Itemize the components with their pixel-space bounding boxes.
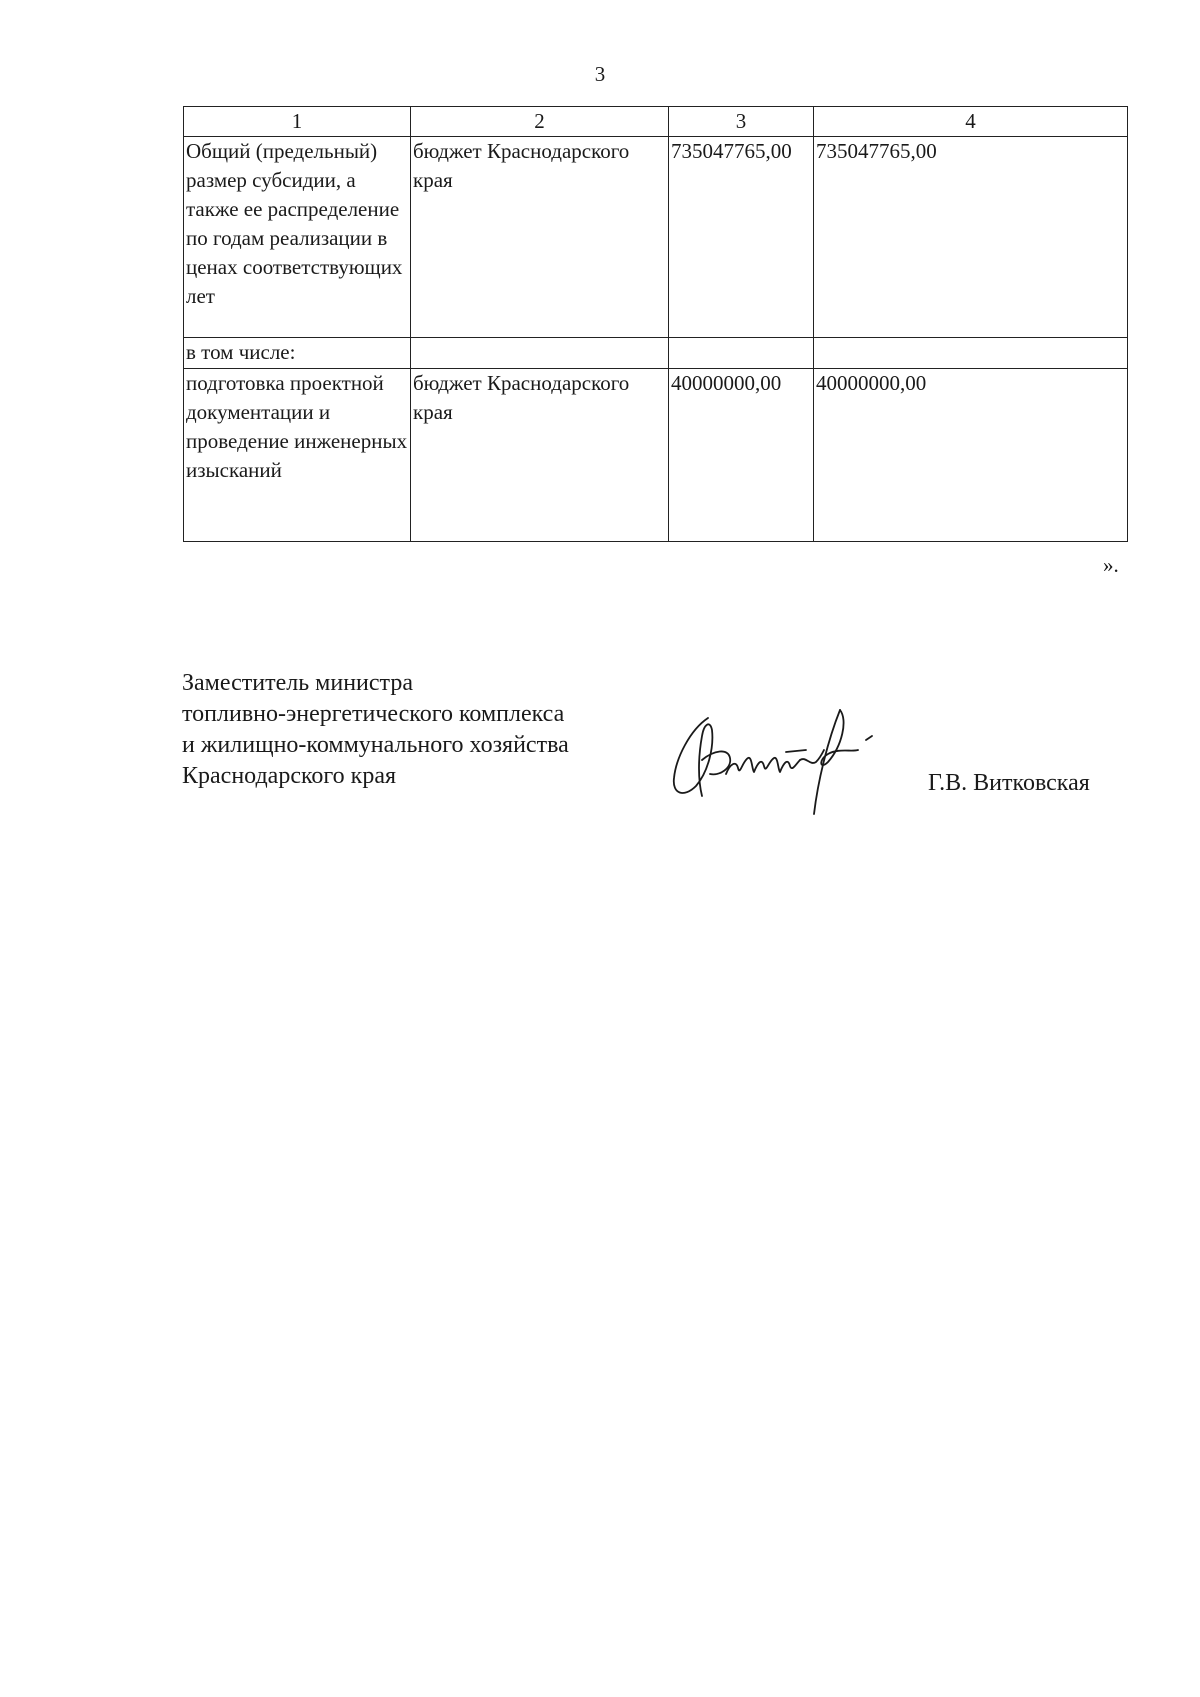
row-description: Общий (предельный) размер субсидии, а также ее распределение по годам реализации в ценах соответствующих лет — [184, 137, 411, 338]
column-header-2: 2 — [411, 107, 669, 137]
closing-quote: ». — [1103, 553, 1119, 577]
position-line: и жилищно-коммунального хозяйства — [182, 732, 569, 758]
row-description: в том числе: — [184, 338, 411, 369]
row-source — [411, 338, 669, 369]
row-amount-year: 735047765,00 — [814, 137, 1128, 338]
row-source: бюджет Краснодарского края — [411, 137, 669, 338]
subsidy-table — [183, 106, 1128, 542]
row-amount-year: 40000000,00 — [814, 369, 1128, 542]
row-amount-year — [814, 338, 1128, 369]
column-header-1: 1 — [184, 107, 411, 137]
table-row — [184, 338, 1128, 369]
column-header-4: 4 — [814, 107, 1128, 137]
position-line: топливно-энергетического комплекса — [182, 701, 565, 727]
row-description: подготовка проектной документации и проведение инженерных изысканий — [184, 369, 411, 542]
page-number: 3 — [594, 62, 606, 86]
handwritten-signature — [668, 700, 888, 820]
position-line: Краснодарского края — [182, 763, 397, 789]
column-header-3: 3 — [669, 107, 814, 137]
table-row — [184, 137, 1128, 338]
row-amount-total: 735047765,00 — [669, 137, 814, 338]
row-amount-total: 40000000,00 — [669, 369, 814, 542]
row-source: бюджет Краснодарского края — [411, 369, 669, 542]
row-amount-total — [669, 338, 814, 369]
table-header-row — [184, 107, 1128, 137]
table-row — [184, 369, 1128, 542]
position-line: Заместитель министра — [182, 670, 413, 696]
signatory-position — [182, 668, 569, 792]
signer-name: Г.В. Витковская — [928, 770, 1090, 796]
